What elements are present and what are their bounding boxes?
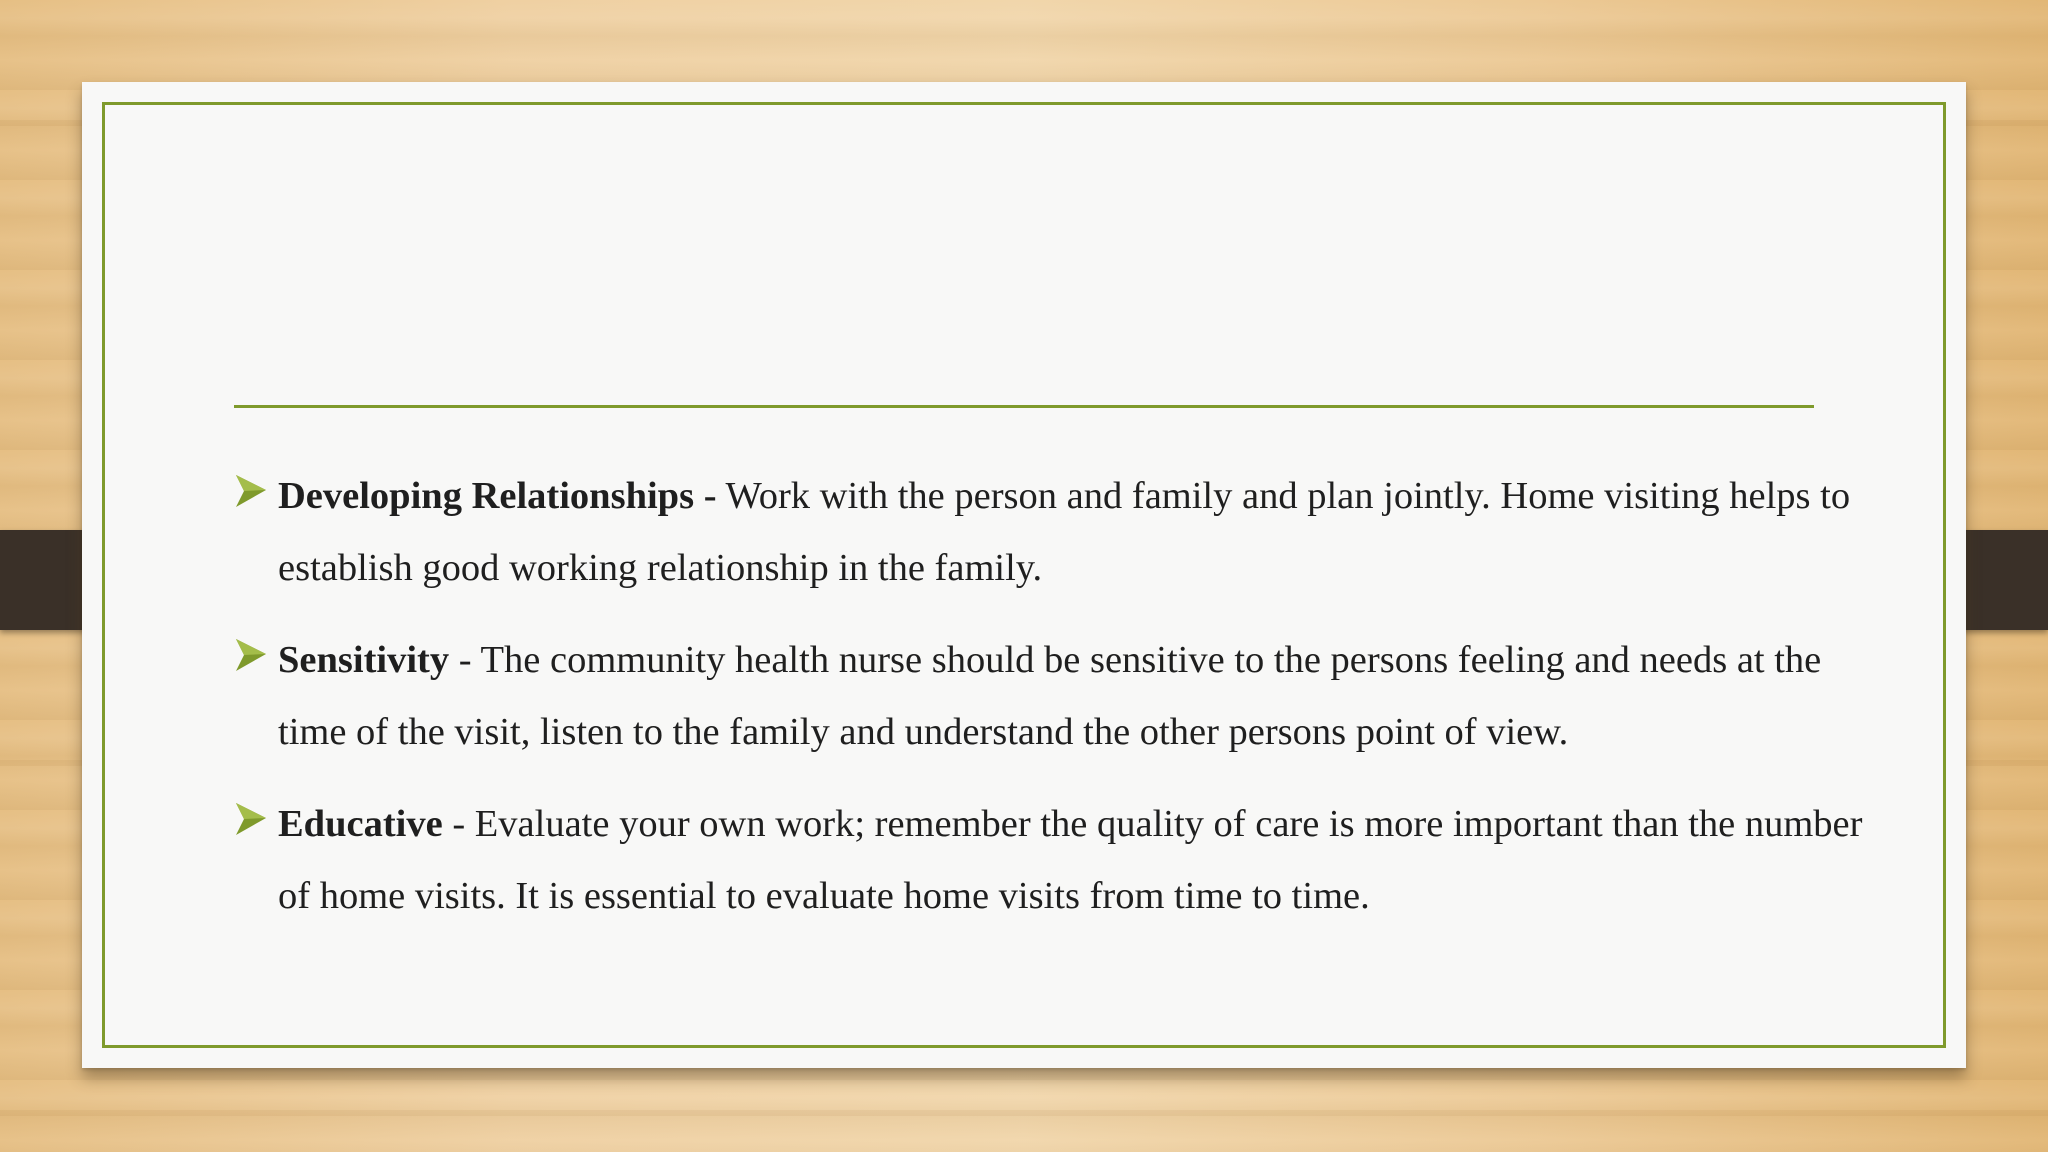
wood-grain [0,1110,2048,1116]
bullet-list [234,460,1874,952]
slide-paper [82,82,1966,1068]
bullet-text: - Evaluate your own work; remember the quality of care is more important than the number of home visits. It is essential to evaluate home visits from time to time. [278,803,1863,917]
bullet-term: Developing Relationships - [278,475,717,517]
bullet-term: Sensitivity [278,639,450,681]
bullet-term: Educative [278,803,443,845]
bullet-text: Work with the person and family and plan jointly. Home visiting helps to establish good working relationship in the family. [278,475,1851,589]
arrowhead-bullet-icon [234,473,268,509]
bullet-item-educative [234,788,1874,932]
bullet-text: - The community health nurse should be sensitive to the persons feeling and needs at the time of the visit, listen to the family and understand the other persons point of view. [278,639,1822,753]
arrowhead-bullet-icon [234,637,268,673]
bullet-item-developing-relationships [234,460,1874,604]
title-divider [234,405,1814,408]
bullet-item-sensitivity [234,624,1874,768]
arrowhead-bullet-icon [234,801,268,837]
